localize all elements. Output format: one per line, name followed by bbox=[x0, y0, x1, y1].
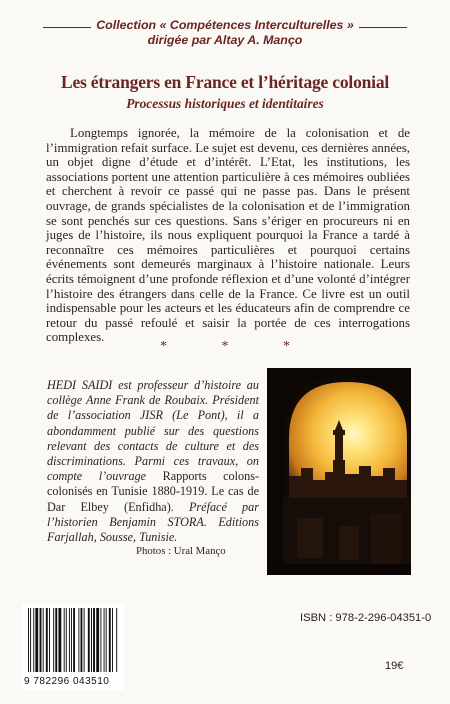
photo-credit: Photos : Ural Manço bbox=[136, 545, 226, 557]
barcode-bar bbox=[88, 608, 90, 672]
barcode-bar bbox=[93, 608, 95, 672]
separator-star: * bbox=[283, 339, 290, 354]
barcode-number: 9 782296 043510 bbox=[24, 676, 110, 687]
author-bio bbox=[47, 378, 259, 545]
summary-paragraph: Longtemps ignorée, la mémoire de la colonisation et de l’immigration refait surface. Le sujet est devenu, ces dernières années, un objet digne d’étude et d’intérêt. L’Etat, les institutions, les associations portent une attention particulière à ces mémoires oubliées et cherchent à revoir ce passé qui ne passe pas. Dans le présent ouvrage, de grands spécialistes de la colonisation et de l’immigration se sont penchés sur ces questions. Sans s’ériger en procureurs ni en juges de l’histoire, ils nous expliquent pourquoi la France a tardé à reconnaître ces mémoires particulières et pourquoi certains événements sont demeurés marginaux à l’histoire nationale. Leurs écrits témoignent d’une profonde réflexion et d’une volonté d’intégrer l’histoire des étrangers dans celle de la France. Ce livre est un outil indispensable pour les acteurs et les éducateurs afin de comprendre ce retour du passé refoulé et saisir la portée de ces interrogations complexes. bbox=[46, 126, 410, 345]
barcode-bar bbox=[91, 608, 92, 672]
collection-rule-right bbox=[359, 27, 407, 28]
barcode-bar bbox=[58, 608, 61, 672]
collection-line-1 bbox=[14, 18, 436, 33]
author-bio-book-title: Rapports colons-colonisés en Tunisie 1880-1919. Le cas de Dar Elbey (Enfidha). bbox=[47, 469, 259, 514]
barcode-bar bbox=[116, 608, 117, 672]
book-subtitle: Processus historiques et identitaires bbox=[126, 96, 324, 111]
separator-star: * bbox=[160, 339, 167, 354]
barcode-bar bbox=[96, 608, 99, 672]
barcode-bar bbox=[66, 608, 67, 672]
barcode-bar bbox=[46, 608, 48, 672]
barcode-bar bbox=[112, 608, 113, 672]
section-separator bbox=[160, 339, 290, 355]
arched-doorway-minaret-sunset-photo bbox=[267, 368, 411, 575]
author-bio-text: HEDI SAIDI est professeur d’histoire au collège Anne Frank de Roubaix. Président de l’association JISR (Le Pont), il a abondamment publié sur des questions relevant des contacts de culture et des discriminations. Parmi ces travaux, on compte l’ouvrage bbox=[47, 378, 259, 484]
collection-name: Collection « Compétences Interculturelles » bbox=[96, 18, 354, 32]
barcode-bar bbox=[33, 608, 34, 672]
barcode-bar bbox=[106, 608, 107, 672]
price-label: 19€ bbox=[385, 660, 404, 672]
barcode-bar bbox=[81, 608, 83, 672]
barcode-bar bbox=[53, 608, 54, 672]
separator-star: * bbox=[221, 339, 229, 354]
back-cover-summary bbox=[46, 126, 410, 345]
barcode-bar bbox=[84, 608, 85, 672]
barcode-bar bbox=[43, 608, 44, 672]
barcode-bar bbox=[35, 608, 38, 672]
barcode-bar bbox=[30, 608, 31, 672]
author-bio-publisher: Préfacé par l’historien Benjamin STORA. Editions Farjallah, Sousse, Tunisie. bbox=[47, 499, 259, 545]
barcode-bar bbox=[109, 608, 111, 672]
collection-heading bbox=[14, 18, 436, 48]
barcode-bar bbox=[78, 608, 79, 672]
cover-photo bbox=[267, 368, 411, 575]
barcode-bar bbox=[71, 608, 72, 672]
barcode-bar bbox=[49, 608, 50, 672]
barcode-bar bbox=[100, 608, 101, 672]
barcode-bar bbox=[28, 608, 29, 672]
book-title: Les étrangers en France et l’héritage colonial bbox=[60, 72, 390, 92]
barcode-bar bbox=[64, 608, 65, 672]
barcode-bar bbox=[104, 608, 105, 672]
barcode-bar bbox=[73, 608, 75, 672]
collection-director: dirigée par Altay A. Manço bbox=[147, 33, 303, 47]
barcode-bar bbox=[55, 608, 57, 672]
barcode-bar bbox=[40, 608, 42, 672]
barcode-bar bbox=[69, 608, 70, 672]
collection-rule-left bbox=[43, 27, 91, 28]
isbn-label: ISBN : 978-2-296-04351-0 bbox=[300, 612, 432, 624]
